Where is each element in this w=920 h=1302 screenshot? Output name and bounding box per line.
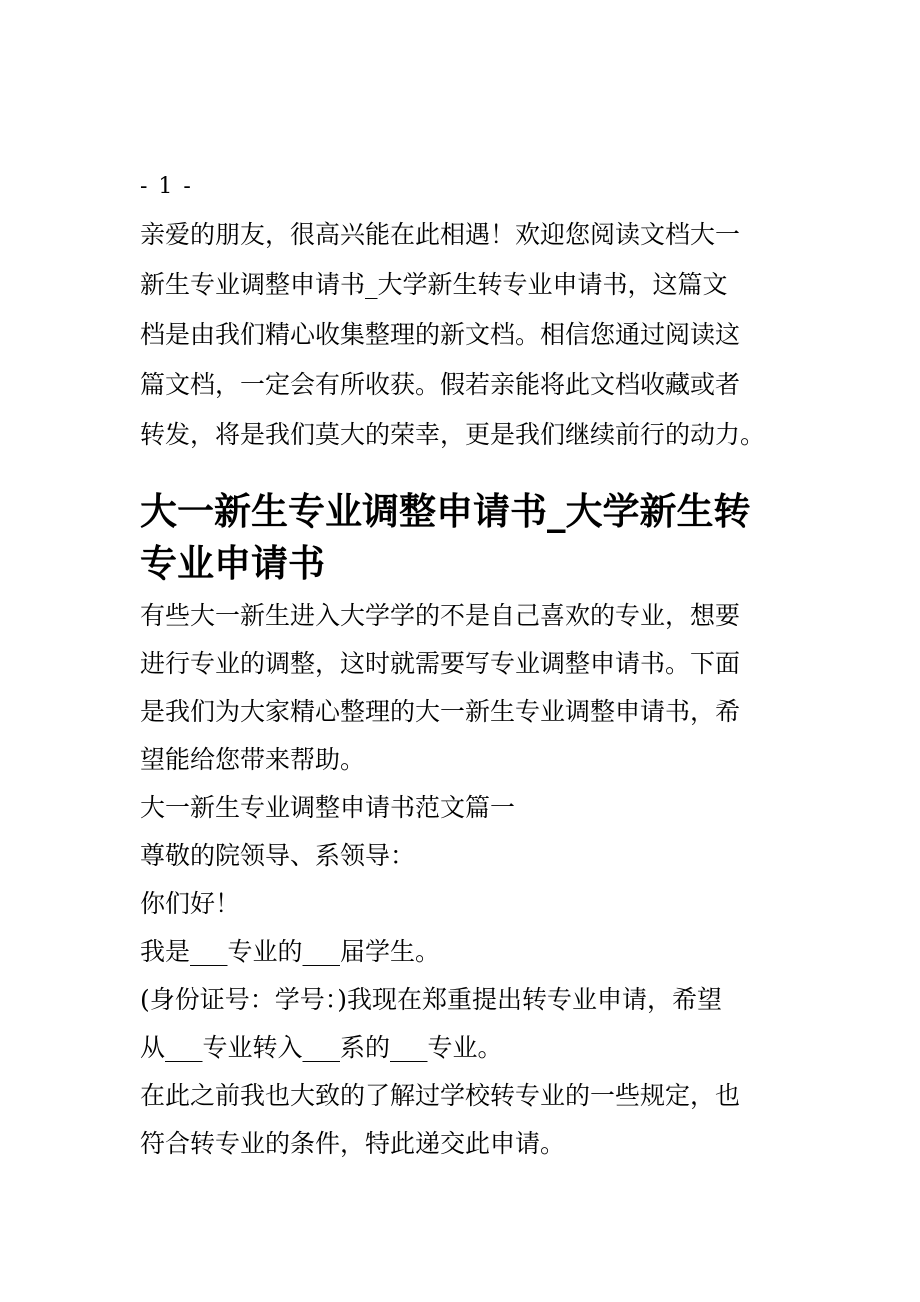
intro-line: 篇文档，一定会有所收获。假若亲能将此文档收藏或者 [140, 370, 741, 399]
body-line: 我是___专业的___届学生。 [140, 937, 441, 966]
title-line: 大一新生专业调整申请书_大学新生转 [140, 490, 751, 533]
document-content [140, 210, 790, 1168]
body-line: 有些大一新生进入大学学的不是自己喜欢的专业，想要 [140, 601, 741, 630]
document-title [140, 486, 790, 590]
body-text [140, 592, 790, 1168]
body-line: 符合转专业的条件，特此递交此申请。 [140, 1129, 566, 1158]
page-number: - 1 - [140, 174, 193, 199]
body-line: 进行专业的调整，这时就需要写专业调整申请书。下面 [140, 649, 741, 678]
greeting: 你们好！ [140, 889, 241, 918]
title-line: 专业申请书 [140, 542, 325, 585]
intro-line: 亲爱的朋友，很高兴能在此相遇！欢迎您阅读文档大一 [140, 220, 741, 249]
body-line: 在此之前我也大致的了解过学校转专业的一些规定，也 [140, 1081, 741, 1110]
body-line: 望能给您带来帮助。 [140, 745, 366, 774]
salutation: 尊敬的院领导、系领导： [140, 841, 416, 870]
body-line: (身份证号：学号：)我现在郑重提出转专业申请，希望 [140, 985, 723, 1014]
body-line: 从___专业转入___系的___专业。 [140, 1033, 503, 1062]
intro-line: 新生专业调整申请书_大学新生转专业申请书，这篇文 [140, 270, 728, 299]
intro-line: 档是由我们精心收集整理的新文档。相信您通过阅读这 [140, 320, 741, 349]
body-line: 是我们为大家精心整理的大一新生专业调整申请书，希 [140, 697, 741, 726]
section-heading: 大一新生专业调整申请书范文篇一 [140, 793, 516, 822]
intro-line: 转发，将是我们莫大的荣幸，更是我们继续前行的动力。 [140, 420, 766, 449]
intro-paragraph [140, 210, 790, 460]
